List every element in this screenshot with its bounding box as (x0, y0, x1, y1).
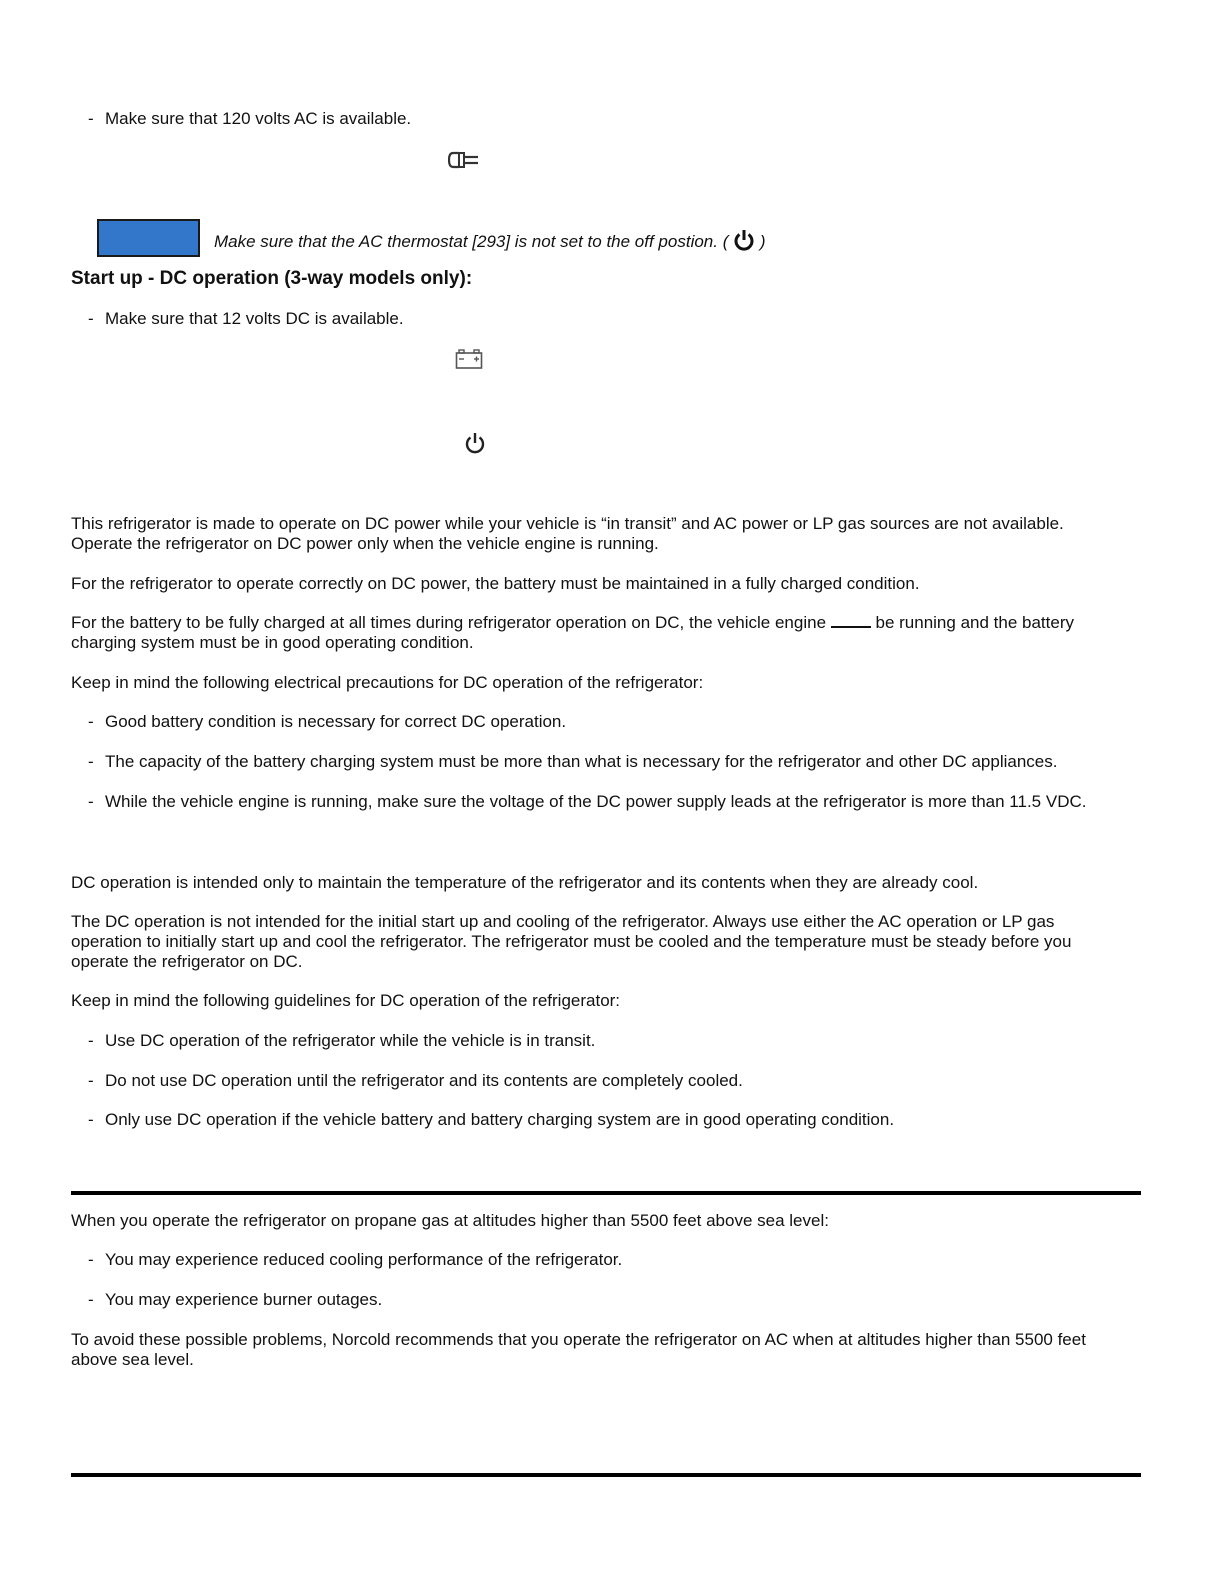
list-item (88, 1031, 595, 1051)
paragraph-guidelines-intro: Keep in mind the following guidelines for DC operation of the refrigerator: (71, 991, 621, 1010)
list-item (88, 792, 1086, 812)
list-item (88, 1290, 382, 1310)
note-close: ) (759, 232, 766, 251)
blank-line (831, 614, 871, 628)
bullet-dash: - (88, 109, 94, 128)
bullet-dash: - (88, 712, 94, 731)
paragraph-transit-line1: This refrigerator is made to operate on DC power while your vehicle is “in transit” and AC power or LP gas sources are not available. (71, 514, 1064, 533)
bullet-dash: - (88, 1071, 94, 1090)
paragraph-not-intended-line1: The DC operation is not intended for the initial start up and cooling of the refrigerator. Always use either the AC operation or LP gas (71, 912, 1055, 931)
paragraph-engine-running-line2: charging system must be in good operating condition. (71, 633, 474, 652)
list-item (88, 1071, 743, 1091)
bullet-dc-available (88, 309, 404, 329)
plug-icon (448, 151, 480, 169)
paragraph-intended-use: DC operation is intended only to maintain the temperature of the refrigerator and its contents when they are already cool. (71, 873, 979, 892)
bullet-text: Make sure that 120 volts AC is available. (105, 109, 412, 128)
bullet-dash: - (88, 792, 94, 811)
bullet-text: Make sure that 12 volts DC is available. (105, 309, 404, 328)
bullet-dash: - (88, 1250, 94, 1269)
bullet-text: You may experience reduced cooling performance of the refrigerator. (105, 1250, 623, 1269)
bullet-dash: - (88, 309, 94, 328)
paragraph-battery-charged: For the refrigerator to operate correctly on DC power, the battery must be maintained in a fully charged condition. (71, 574, 920, 593)
paragraph-not-intended-line2: operation to initially start up and cool the refrigerator. The refrigerator must be cooled and the temperature must be steady before you (71, 932, 1072, 951)
paragraph-altitude-advice-line1: To avoid these possible problems, Norcold recommends that you operate the refrigerator on AC when at altitudes higher than 5500 feet (71, 1330, 1086, 1349)
power-icon (464, 431, 486, 455)
bullet-text: Only use DC operation if the vehicle battery and battery charging system are in good operating condition. (105, 1110, 895, 1129)
bullet-text: The capacity of the battery charging system must be more than what is necessary for the refrigerator and other DC appliances. (105, 752, 1058, 771)
section-divider (71, 1191, 1141, 1195)
list-item (88, 1110, 894, 1130)
battery-icon (455, 348, 483, 370)
bullet-text: You may experience burner outages. (105, 1290, 383, 1309)
bullet-text: Good battery condition is necessary for correct DC operation. (105, 712, 567, 731)
bullet-dash: - (88, 752, 94, 771)
bullet-dash: - (88, 1290, 94, 1309)
bullet-ac-available (88, 109, 411, 129)
section-heading-dc: Start up - DC operation (3-way models only): (71, 268, 473, 289)
paragraph-altitude-advice-line2: above sea level. (71, 1350, 194, 1369)
bullet-text: Do not use DC operation until the refrigerator and its contents are completely cooled. (105, 1071, 743, 1090)
ac-thermostat-note (214, 228, 766, 252)
bullet-text: While the vehicle engine is running, make sure the voltage of the DC power supply leads at the refrigerator is more than 11.5 VDC. (105, 792, 1087, 811)
list-item (88, 1250, 622, 1270)
bullet-dash: - (88, 1110, 94, 1129)
list-item (88, 712, 566, 732)
paragraph-not-intended-line3: operate the refrigerator on DC. (71, 952, 303, 971)
text-part: For the battery to be fully charged at all times during refrigerator operation on DC, the vehicle engine (71, 613, 827, 632)
text-part: be running and the battery (875, 613, 1074, 632)
note-text: Make sure that the AC thermostat [293] is not set to the off postion. ( (214, 232, 729, 251)
bullet-text: Use DC operation of the refrigerator while the vehicle is in transit. (105, 1031, 596, 1050)
note-color-box (97, 219, 200, 257)
paragraph-altitude-intro: When you operate the refrigerator on propane gas at altitudes higher than 5500 feet above sea level: (71, 1211, 829, 1230)
paragraph-precautions-intro: Keep in mind the following electrical precautions for DC operation of the refrigerator: (71, 673, 704, 692)
power-icon (733, 228, 755, 252)
section-divider (71, 1473, 1141, 1477)
list-item (88, 752, 1057, 772)
paragraph-transit-line2: Operate the refrigerator on DC power only when the vehicle engine is running. (71, 534, 659, 553)
paragraph-engine-running-line1 (71, 613, 1074, 633)
bullet-dash: - (88, 1031, 94, 1050)
